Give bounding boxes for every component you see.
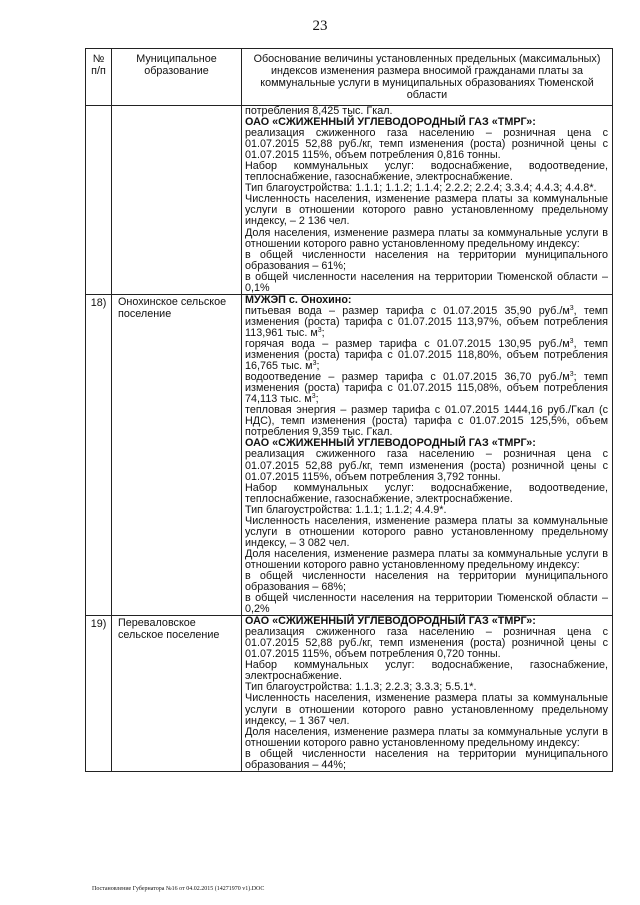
row-justification: [242, 106, 613, 295]
page-number: 23: [312, 18, 328, 34]
text-line: в общей численности населения на территории муниципального: [245, 747, 608, 760]
table-header-row: [86, 49, 613, 106]
text-line: изменения (роста) тарифа с 01.07.2015 113,97%, объем потребления: [245, 315, 608, 328]
text-line: в общей численности населения на территории муниципального: [245, 569, 608, 582]
text-line: Набор коммунальных услуг: водоснабжение, водоотведение,: [245, 481, 608, 494]
text-line: Доля населения, изменение размера платы за коммунальные услуги в: [245, 226, 608, 239]
text-line: реализация сжиженного газа населению – розничная цена с: [245, 626, 608, 639]
header-municipality: Муниципальное образование: [112, 49, 242, 106]
text-line: питьевая вода – размер тарифа с 01.07.2015 35,90 $руб./м^3$, темп: [245, 304, 608, 317]
text-line: образования – 68%;: [245, 581, 346, 594]
text-line: тепловая энергия – размер тарифа с 01.07.2015 1444,16 руб./Гкал (с: [245, 404, 608, 417]
text-line: НДС), темп изменения (роста) тарифа с 01.07.2015 125,5%, объем: [245, 415, 608, 428]
text-line: изменения (роста) тарифа с 01.07.2015 118,80%, объем потребления: [245, 349, 608, 362]
text-line: Тип благоустройства: 1.1.1; 1.1.2; 1.1.4; 2.2.2; 2.2.4; 3.3.4; 4.4.3; 4.4.8*.: [245, 182, 597, 195]
row-number: 18): [86, 294, 112, 615]
text-line: индексу, – 3 082 чел.: [245, 536, 350, 549]
text-line: индексу, – 2 136 чел.: [245, 215, 350, 228]
text-line: услуги в отношении которого равно установленному предельному: [245, 525, 608, 538]
text-line: горячая вода – размер тарифа с 01.07.2015 130,95 $руб./м^3$, темп: [245, 337, 608, 350]
table-row: [86, 294, 613, 615]
text-line: Численность населения, изменение размера платы за коммунальные: [245, 692, 608, 705]
text-line: изменения (роста) тарифа с 01.07.2015 115,08%, объем потребления: [245, 382, 608, 395]
text-line: водоотведение – размер тарифа с 01.07.2015 36,70 $руб./м^3$; темп: [245, 371, 608, 384]
row-municipality: Онохинское сельское поселение: [112, 294, 242, 615]
text-line: потребления 9,359 тыс. Гкал.: [245, 426, 393, 439]
text-line: Численность населения, изменение размера платы за коммунальные: [245, 193, 608, 206]
text-line: 01.07.2015 115%, объем потребления 3,792 тонны.: [245, 470, 501, 483]
text-line: отношении которого равно установленному предельному индексу:: [245, 558, 580, 571]
table-row: [86, 106, 613, 295]
text-line: 01.07.2015 52,88 руб./кг, темп изменения (роста) розничной цены с: [245, 459, 608, 472]
text-line: электроснабжение.: [245, 670, 343, 683]
text-line: Доля населения, изменение размера платы за коммунальные услуги в: [245, 725, 608, 738]
text-line: услуги в отношении которого равно установленному предельному: [245, 204, 608, 217]
text-line: 74,113 тыс. $м^3$;: [245, 393, 319, 406]
text-line: в общей численности населения на территории Тюменской области –: [245, 270, 608, 283]
row-municipality: Перевaловское сельское поселение: [112, 616, 242, 772]
text-line: 16,765 тыс. $м^3$;: [245, 360, 320, 373]
supplier-heading: ОАО «СЖИЖЕННЫЙ УГЛЕВОДОРОДНЫЙ ГАЗ «ТМРГ»:: [245, 437, 536, 450]
text-line: реализация сжиженного газа населению – розничная цена с: [245, 127, 608, 140]
row-number: [86, 106, 112, 295]
text-line: Тип благоустройства: 1.1.1; 1.1.2; 4.4.9*.: [245, 503, 447, 516]
text-line: теплоснабжение, газоснабжение, электроснабжение.: [245, 171, 513, 184]
table-row: [86, 616, 613, 772]
text-line: реализация сжиженного газа населению – розничная цена с: [245, 448, 608, 461]
text-line: в общей численности населения на территории Тюменской области –: [245, 592, 608, 605]
header-num: № п/п: [86, 49, 112, 106]
text-line: услуги в отношении которого равно установленному предельному: [245, 703, 608, 716]
text-line: образования – 61%;: [245, 259, 346, 272]
text-line: отношении которого равно установленному предельному индексу:: [245, 736, 580, 749]
supplier-heading: МУЖЭП с. Онохино:: [245, 293, 352, 306]
text-line: 0,1%: [245, 281, 270, 294]
text-line: Набор коммунальных услуг: водоснабжение, газоснабжение,: [245, 659, 608, 672]
text-line: 01.07.2015 52,88 руб./кг, темп изменения (роста) розничной цены с: [245, 138, 608, 151]
text-line: 01.07.2015 115%, объем потребления 0,720 тонны.: [245, 648, 501, 661]
text-line: индексу, – 1 367 чел.: [245, 714, 350, 727]
text-line: теплоснабжение, газоснабжение, электроснабжение.: [245, 492, 513, 505]
supplier-heading: ОАО «СЖИЖЕННЫЙ УГЛЕВОДОРОДНЫЙ ГАЗ «ТМРГ»:: [245, 116, 536, 129]
row-number: 19): [86, 616, 112, 772]
text-line: Численность населения, изменение размера платы за коммунальные: [245, 514, 608, 527]
footer-doc-reference: Постановление Губернатора №16 от 04.02.2015 (14271970 v1).DOC: [92, 886, 265, 892]
text-line: потребления 8,425 тыс. Гкал.: [245, 105, 393, 117]
text-line: в общей численности населения на территории муниципального: [245, 248, 608, 261]
row-municipality: [112, 106, 242, 295]
row-justification: [242, 294, 613, 615]
header-justification: Обоснование величины установленных предельных (максимальных) индексов изменения размера вносимой гражданами платы за коммунальные услуги в муниципальных образованиях Тюменской области: [242, 49, 613, 106]
text-line: 113,961 тыс. $м^3$;: [245, 326, 325, 339]
text-line: 01.07.2015 52,88 руб./кг, темп изменения (роста) розничной цены с: [245, 637, 608, 650]
text-line: отношении которого равно установленному предельному индексу:: [245, 237, 580, 250]
supplier-heading: ОАО «СЖИЖЕННЫЙ УГЛЕВОДОРОДНЫЙ ГАЗ «ТМРГ»:: [245, 615, 536, 628]
row-justification: [242, 616, 613, 772]
text-line: образования – 44%;: [245, 758, 346, 771]
text-line: 0,2%: [245, 603, 270, 616]
text-line: Набор коммунальных услуг: водоснабжение, водоотведение,: [245, 160, 608, 173]
text-line: Тип благоустройства: 1.1.3; 2.2.3; 3.3.3; 5.5.1*.: [245, 681, 477, 694]
text-line: Доля населения, изменение размера платы за коммунальные услуги в: [245, 547, 608, 560]
text-line: 01.07.2015 115%, объем потребления 0,816 тонны.: [245, 149, 501, 162]
tariff-table: [85, 48, 613, 772]
